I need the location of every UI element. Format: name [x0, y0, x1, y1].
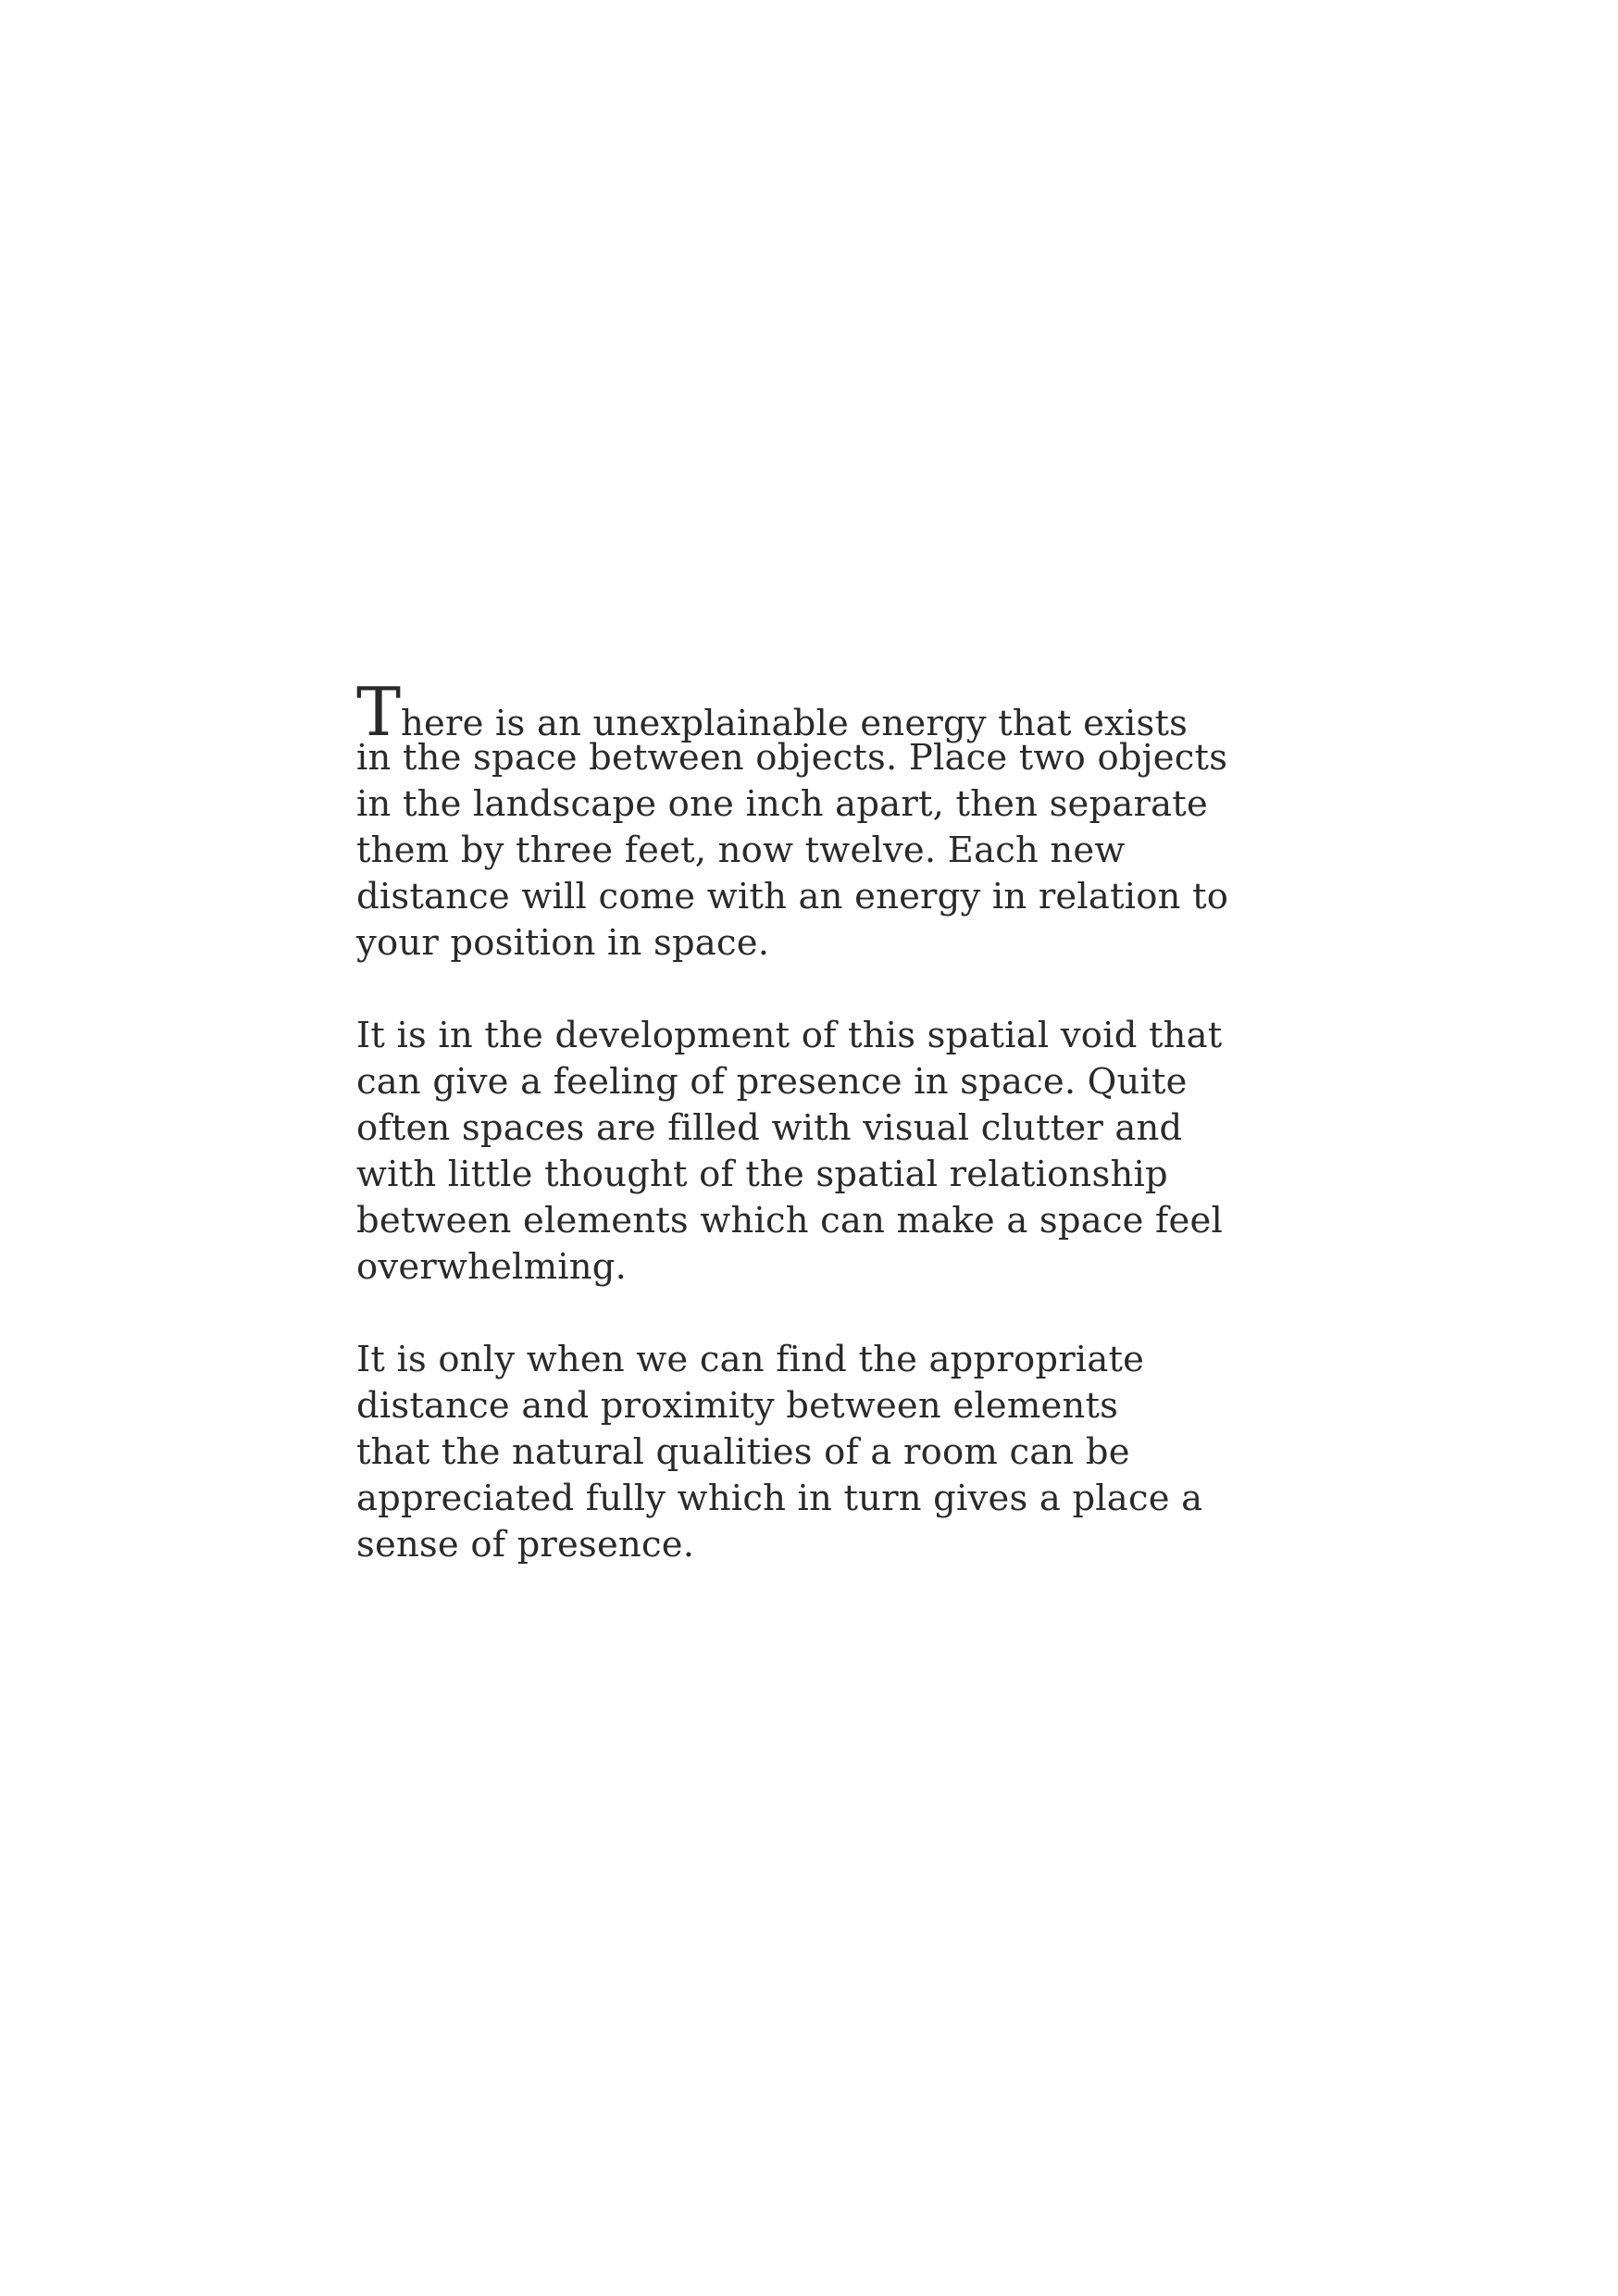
paragraph-2-line-5: between elements which can make a space feel — [356, 1200, 1223, 1242]
paragraph-2-line-2: can give a feeling of presence in space. Quite — [356, 1061, 1188, 1103]
paragraph-spacer — [356, 967, 1291, 1013]
paragraph-3 — [356, 1337, 1291, 1568]
paragraph-spacer — [356, 1291, 1291, 1337]
paragraph-1-line-3: in the landscape one inch apart, then separate — [356, 783, 1208, 825]
body-text — [356, 673, 1291, 1568]
paragraph-3-line-5: sense of presence. — [356, 1524, 695, 1566]
paragraph-1 — [356, 673, 1291, 967]
paragraph-1-line-2: in the space between objects. Place two objects — [356, 737, 1228, 779]
paragraph-3-line-4: appreciated fully which in turn gives a place a — [356, 1478, 1203, 1519]
paragraph-1-line-1 — [356, 673, 1291, 751]
paragraph-2-line-4: with little thought of the spatial relationship — [356, 1154, 1168, 1195]
paragraph-2-line-1: It is in the development of this spatial void that — [356, 1015, 1223, 1056]
paragraph-3-line-3: that the natural qualities of a room can be — [356, 1431, 1130, 1473]
paragraph-2-line-3: often spaces are filled with visual clutter and — [356, 1107, 1183, 1149]
paragraph-1-line-1-text: here is an unexplainable energy that exists — [401, 703, 1189, 744]
paragraph-1-line-4: them by three feet, now twelve. Each new — [356, 830, 1126, 871]
paragraph-3-line-1: It is only when we can find the appropriate — [356, 1339, 1145, 1380]
paragraph-2-line-6: overwhelming. — [356, 1246, 628, 1288]
paragraph-1-line-6: your position in space. — [356, 922, 770, 964]
drop-cap: T — [356, 673, 402, 751]
paragraph-2 — [356, 1013, 1291, 1291]
paragraph-3-line-2: distance and proximity between elements — [356, 1385, 1119, 1427]
paragraph-1-line-5: distance will come with an energy in relation to — [356, 876, 1229, 917]
